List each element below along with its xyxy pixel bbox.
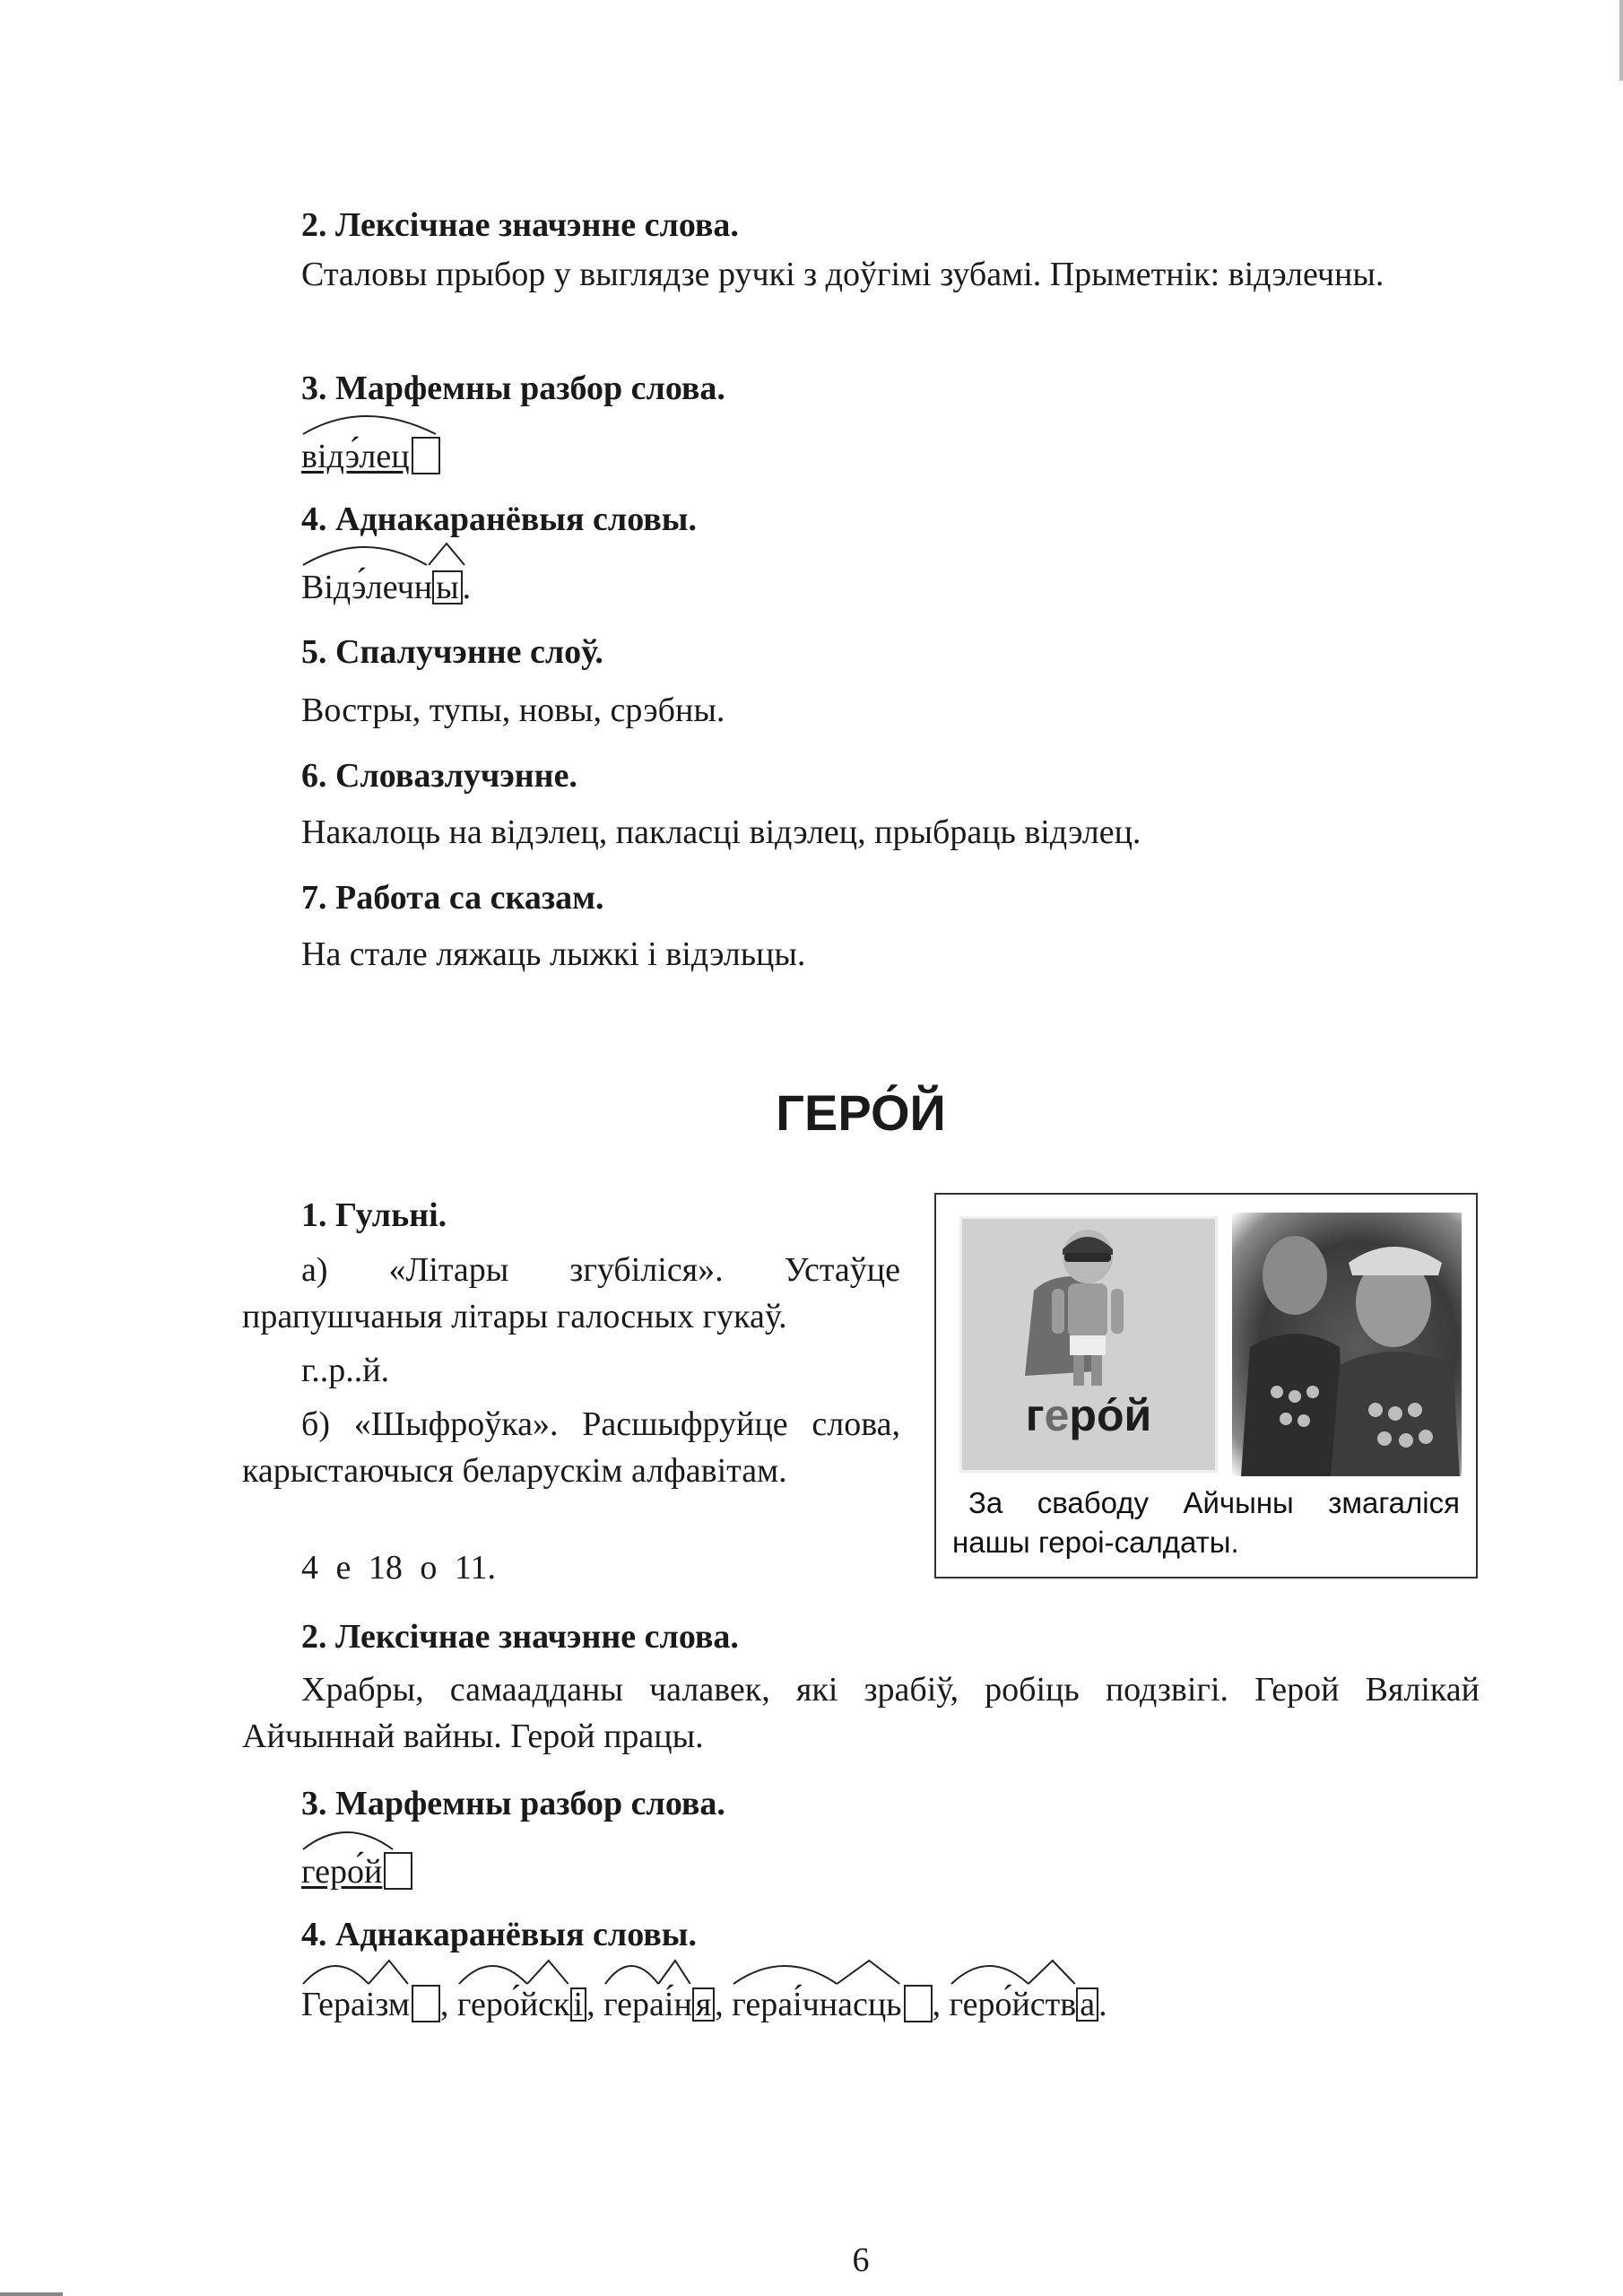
ending-box: я [692,1987,715,2022]
cognates-heading-2: 4. Аднакаранёвыя словы. [301,1916,697,1953]
cognate-stem: гераі́н [603,1986,692,2023]
sentence-text: На стале ляжаць лыжкі і відэльцы. [301,935,806,973]
game-a-puzzle: г..р..й. [301,1352,390,1389]
null-ending-box [412,437,440,474]
lexical-meaning-text-2: Храбры, самаадданы чалавек, які зрабіў, робіць подзвігі. Герой Вялікай Айчыннай вайны. Герой працы. [242,1671,1480,1755]
illustration-figure [934,1193,1478,1578]
root-arc [603,1953,692,1989]
root-arc [457,1953,570,1989]
root-arc [301,1819,409,1855]
lexical-meaning-heading: 2. Лексічнае значэнне слова. [301,206,739,244]
root-arc [950,1953,1077,1989]
null-ending-box [384,1852,412,1890]
lexical-meaning-heading-2: 2. Лексічнае значэнне слова. [301,1618,739,1656]
page-number: 6 [852,2241,870,2279]
game-b-text: б) «Шыфроўка». Расшыфруйце слова, карыстаючыся беларускім алфавітам. [242,1405,900,1490]
cognates-heading: 4. Аднакаранёвыя словы. [301,500,697,538]
cognate-stem: геро́йск [456,1986,570,2023]
phrases-text: Накалоць на відэлец, пакласці відэлец, прыбраць відэлец. [301,813,1141,851]
cognate-stem: геро́йств [949,1986,1077,2023]
morpheme-heading: 3. Марфемны разбор слова. [301,370,725,407]
page-title: ГЕРО́Й [776,1084,946,1141]
figure-caption: За свабоду Айчыны змагаліся нашы героі-салдаты. [952,1486,1460,1559]
ending-box: і [570,1987,587,2022]
cognate-stem: гераі́чнасць [732,1986,902,2023]
veterans-photo [1232,1213,1462,1476]
ending-box: а [1076,1987,1098,2022]
game-a-text: а) «Літары згубіліся». Устаўце прапушчаныя літары галосных гукаў. [242,1251,900,1335]
root-arc [301,404,445,439]
cognate-word [301,1986,457,2023]
game-b-puzzle: 4 е 18 о 11. [301,1549,496,1587]
cognates-line [301,1984,1107,2025]
cognate-word: Відэ́лечн ы . [301,567,471,608]
morpheme-heading-2: 3. Марфемны разбор слова. [301,1785,725,1822]
morpheme-analysis [301,436,440,477]
word-card [959,1216,1218,1473]
morpheme-word-2: геро́й [301,1853,383,1891]
cognate-word [457,1986,603,2023]
cognate-word [603,1986,732,2023]
root-arc [301,1953,410,1989]
cognate-word [732,1986,949,2023]
scan-edge [1619,0,1623,81]
superhero-icon [962,1219,1215,1389]
separator: , [586,1986,604,2023]
morpheme-word: відэ́лец [301,438,410,475]
games-heading: 1. Гульні. [301,1196,447,1234]
cognate-word [950,1986,1107,2023]
root-arc [732,1953,902,1989]
separator: , [439,1986,457,2023]
morpheme-analysis-2 [301,1851,412,1892]
ending-box: ы [432,570,463,604]
cognate-root: Відэ́лечн [301,569,433,606]
combos-text: Востры, тупы, новы, срэбны. [301,691,725,729]
cognate-stem: Гераізм [301,1986,410,2023]
scan-edge [0,2292,63,2296]
separator: , [715,1986,733,2023]
lexical-meaning-text: Сталовы прыбор у выглядзе ручкі з доўгімі зубамі. Прыметнік: відэлечны. [301,256,1384,293]
null-ending-box [904,1985,933,2022]
separator: . [1098,1986,1107,2023]
sentence-heading: 7. Работа са сказам. [301,879,604,917]
phrases-heading: 6. Словазлучэнне. [301,757,577,795]
combos-heading: 5. Спалучэнне слоў. [301,633,603,671]
separator: , [932,1986,950,2023]
card-word: геро́й [1025,1390,1152,1440]
null-ending-box [412,1985,440,2022]
